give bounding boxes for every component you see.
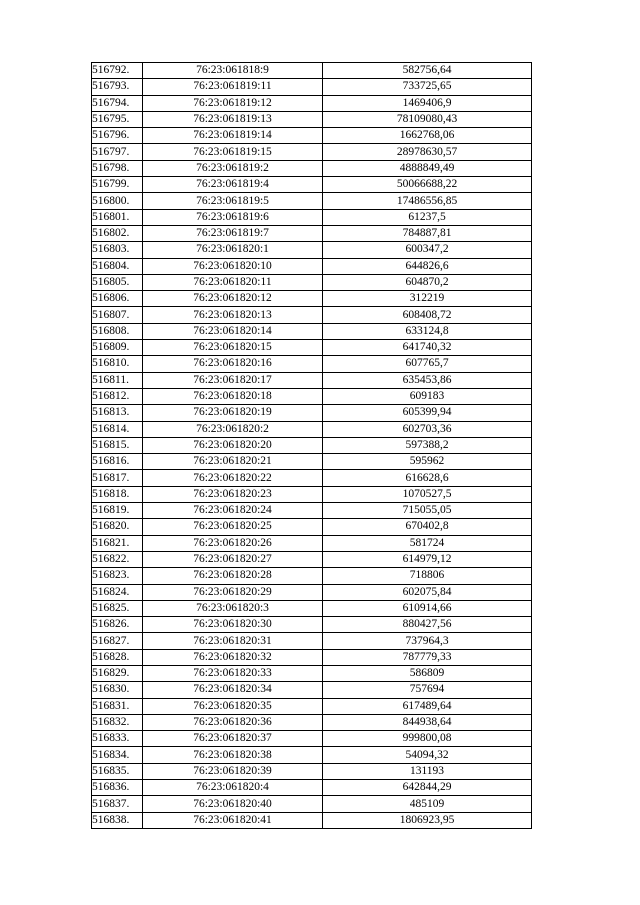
row-number-cell: 516815. [92,437,143,453]
cadastral-value-cell: 1469406,9 [323,95,532,111]
cadastral-value-cell: 608408,72 [323,307,532,323]
table-row [92,714,532,730]
cadastral-value-cell: 602075,84 [323,584,532,600]
table-row [92,242,532,258]
table-row [92,356,532,372]
row-number-cell: 516833. [92,731,143,747]
cadastral-value-cell: 644826,6 [323,258,532,274]
table-row [92,535,532,551]
row-number-cell: 516818. [92,486,143,502]
table-row [92,307,532,323]
row-number-cell: 516830. [92,682,143,698]
cadastral-value-cell: 787779,33 [323,649,532,665]
row-number-cell: 516835. [92,763,143,779]
table-row [92,568,532,584]
cadastral-number-cell: 76:23:061820:34 [143,682,323,698]
row-number-cell: 516802. [92,225,143,241]
table-row [92,584,532,600]
row-number-cell: 516804. [92,258,143,274]
cadastral-number-cell: 76:23:061820:36 [143,714,323,730]
cadastral-number-cell: 76:23:061819:12 [143,95,323,111]
row-number-cell: 516795. [92,111,143,127]
cadastral-number-cell: 76:23:061819:5 [143,193,323,209]
cadastral-number-cell: 76:23:061820:29 [143,584,323,600]
cadastral-value-cell: 131193 [323,763,532,779]
cadastral-value-cell: 641740,32 [323,340,532,356]
cadastral-value-cell: 1662768,06 [323,128,532,144]
row-number-cell: 516837. [92,796,143,812]
table-row [92,323,532,339]
cadastral-number-cell: 76:23:061820:40 [143,796,323,812]
row-number-cell: 516825. [92,600,143,616]
cadastral-value-cell: 616628,6 [323,470,532,486]
cadastral-number-cell: 76:23:061820:38 [143,747,323,763]
cadastral-value-cell: 604870,2 [323,274,532,290]
cadastral-value-cell: 607765,7 [323,356,532,372]
cadastral-number-cell: 76:23:061820:11 [143,274,323,290]
table-row [92,340,532,356]
row-number-cell: 516831. [92,698,143,714]
row-number-cell: 516807. [92,307,143,323]
table-row [92,698,532,714]
cadastral-value-cell: 312219 [323,291,532,307]
cadastral-number-cell: 76:23:061819:7 [143,225,323,241]
table-row [92,780,532,796]
cadastral-value-cell: 880427,56 [323,617,532,633]
table-row [92,388,532,404]
cadastral-value-cell: 609183 [323,388,532,404]
table-row [92,111,532,127]
cadastral-number-cell: 76:23:061819:15 [143,144,323,160]
cadastral-value-cell: 4888849,49 [323,160,532,176]
cadastral-value-table [91,62,532,829]
cadastral-value-cell: 844938,64 [323,714,532,730]
cadastral-number-cell: 76:23:061818:9 [143,63,323,79]
table-row [92,747,532,763]
cadastral-number-cell: 76:23:061820:17 [143,372,323,388]
cadastral-value-cell: 600347,2 [323,242,532,258]
cadastral-value-cell: 485109 [323,796,532,812]
cadastral-number-cell: 76:23:061820:30 [143,617,323,633]
table-row [92,291,532,307]
table-row [92,63,532,79]
row-number-cell: 516834. [92,747,143,763]
cadastral-value-cell: 642844,29 [323,780,532,796]
cadastral-number-cell: 76:23:061820:41 [143,812,323,828]
table-row [92,193,532,209]
row-number-cell: 516823. [92,568,143,584]
table-row [92,600,532,616]
cadastral-number-cell: 76:23:061820:33 [143,665,323,681]
table-row [92,486,532,502]
cadastral-number-cell: 76:23:061820:12 [143,291,323,307]
cadastral-number-cell: 76:23:061820:35 [143,698,323,714]
cadastral-number-cell: 76:23:061820:32 [143,649,323,665]
cadastral-value-cell: 78109080,43 [323,111,532,127]
cadastral-number-cell: 76:23:061820:27 [143,551,323,567]
cadastral-number-cell: 76:23:061820:37 [143,731,323,747]
cadastral-value-cell: 50066688,22 [323,177,532,193]
row-number-cell: 516811. [92,372,143,388]
row-number-cell: 516826. [92,617,143,633]
cadastral-value-cell: 54094,32 [323,747,532,763]
cadastral-number-cell: 76:23:061820:31 [143,633,323,649]
cadastral-value-cell: 635453,86 [323,372,532,388]
cadastral-value-cell: 602703,36 [323,421,532,437]
table-body [92,63,532,829]
row-number-cell: 516824. [92,584,143,600]
row-number-cell: 516821. [92,535,143,551]
row-number-cell: 516820. [92,519,143,535]
cadastral-value-cell: 595962 [323,454,532,470]
cadastral-number-cell: 76:23:061820:23 [143,486,323,502]
row-number-cell: 516812. [92,388,143,404]
row-number-cell: 516794. [92,95,143,111]
table-row [92,225,532,241]
row-number-cell: 516828. [92,649,143,665]
cadastral-value-cell: 61237,5 [323,209,532,225]
row-number-cell: 516801. [92,209,143,225]
cadastral-number-cell: 76:23:061820:3 [143,600,323,616]
cadastral-number-cell: 76:23:061819:14 [143,128,323,144]
table-row [92,437,532,453]
table-row [92,503,532,519]
table-row [92,454,532,470]
cadastral-value-cell: 597388,2 [323,437,532,453]
table-row [92,128,532,144]
cadastral-number-cell: 76:23:061819:13 [143,111,323,127]
row-number-cell: 516792. [92,63,143,79]
row-number-cell: 516810. [92,356,143,372]
row-number-cell: 516798. [92,160,143,176]
cadastral-value-cell: 617489,64 [323,698,532,714]
table-row [92,372,532,388]
cadastral-number-cell: 76:23:061820:1 [143,242,323,258]
row-number-cell: 516809. [92,340,143,356]
table-row [92,177,532,193]
table-row [92,421,532,437]
row-number-cell: 516808. [92,323,143,339]
table-row [92,551,532,567]
row-number-cell: 516829. [92,665,143,681]
row-number-cell: 516797. [92,144,143,160]
cadastral-number-cell: 76:23:061820:21 [143,454,323,470]
cadastral-value-cell: 582756,64 [323,63,532,79]
cadastral-number-cell: 76:23:061820:10 [143,258,323,274]
table-row [92,796,532,812]
cadastral-number-cell: 76:23:061820:4 [143,780,323,796]
cadastral-value-cell: 28978630,57 [323,144,532,160]
row-number-cell: 516816. [92,454,143,470]
row-number-cell: 516800. [92,193,143,209]
cadastral-value-cell: 757694 [323,682,532,698]
table-row [92,649,532,665]
table-row [92,160,532,176]
table-row [92,633,532,649]
cadastral-number-cell: 76:23:061820:24 [143,503,323,519]
table-row [92,405,532,421]
cadastral-value-cell: 737964,3 [323,633,532,649]
cadastral-value-cell: 586809 [323,665,532,681]
cadastral-value-cell: 718806 [323,568,532,584]
cadastral-value-cell: 784887,81 [323,225,532,241]
cadastral-value-cell: 715055,05 [323,503,532,519]
table-row [92,95,532,111]
row-number-cell: 516822. [92,551,143,567]
cadastral-number-cell: 76:23:061820:20 [143,437,323,453]
row-number-cell: 516817. [92,470,143,486]
row-number-cell: 516805. [92,274,143,290]
cadastral-number-cell: 76:23:061820:39 [143,763,323,779]
row-number-cell: 516819. [92,503,143,519]
cadastral-value-cell: 605399,94 [323,405,532,421]
table-row [92,274,532,290]
row-number-cell: 516793. [92,79,143,95]
row-number-cell: 516806. [92,291,143,307]
table-row [92,731,532,747]
row-number-cell: 516803. [92,242,143,258]
cadastral-number-cell: 76:23:061819:6 [143,209,323,225]
row-number-cell: 516838. [92,812,143,828]
row-number-cell: 516796. [92,128,143,144]
row-number-cell: 516799. [92,177,143,193]
row-number-cell: 516832. [92,714,143,730]
cadastral-number-cell: 76:23:061819:4 [143,177,323,193]
table-row [92,470,532,486]
cadastral-number-cell: 76:23:061820:16 [143,356,323,372]
cadastral-value-cell: 610914,66 [323,600,532,616]
cadastral-number-cell: 76:23:061820:25 [143,519,323,535]
table-row [92,617,532,633]
row-number-cell: 516814. [92,421,143,437]
cadastral-value-cell: 614979,12 [323,551,532,567]
cadastral-number-cell: 76:23:061820:19 [143,405,323,421]
cadastral-number-cell: 76:23:061820:14 [143,323,323,339]
table-row [92,258,532,274]
cadastral-number-cell: 76:23:061820:2 [143,421,323,437]
row-number-cell: 516827. [92,633,143,649]
table-row [92,665,532,681]
cadastral-number-cell: 76:23:061819:11 [143,79,323,95]
cadastral-number-cell: 76:23:061820:26 [143,535,323,551]
table-row [92,79,532,95]
cadastral-number-cell: 76:23:061820:22 [143,470,323,486]
cadastral-value-cell: 670402,8 [323,519,532,535]
table-row [92,763,532,779]
cadastral-number-cell: 76:23:061820:18 [143,388,323,404]
row-number-cell: 516836. [92,780,143,796]
cadastral-value-cell: 633124,8 [323,323,532,339]
cadastral-value-cell: 1806923,95 [323,812,532,828]
cadastral-value-cell: 733725,65 [323,79,532,95]
table-row [92,144,532,160]
row-number-cell: 516813. [92,405,143,421]
cadastral-number-cell: 76:23:061820:15 [143,340,323,356]
table-row [92,682,532,698]
cadastral-value-cell: 17486556,85 [323,193,532,209]
cadastral-number-cell: 76:23:061820:28 [143,568,323,584]
table-row [92,519,532,535]
cadastral-number-cell: 76:23:061820:13 [143,307,323,323]
cadastral-value-cell: 581724 [323,535,532,551]
cadastral-value-cell: 1070527,5 [323,486,532,502]
table-row [92,812,532,828]
cadastral-number-cell: 76:23:061819:2 [143,160,323,176]
cadastral-value-cell: 999800,08 [323,731,532,747]
table-row [92,209,532,225]
